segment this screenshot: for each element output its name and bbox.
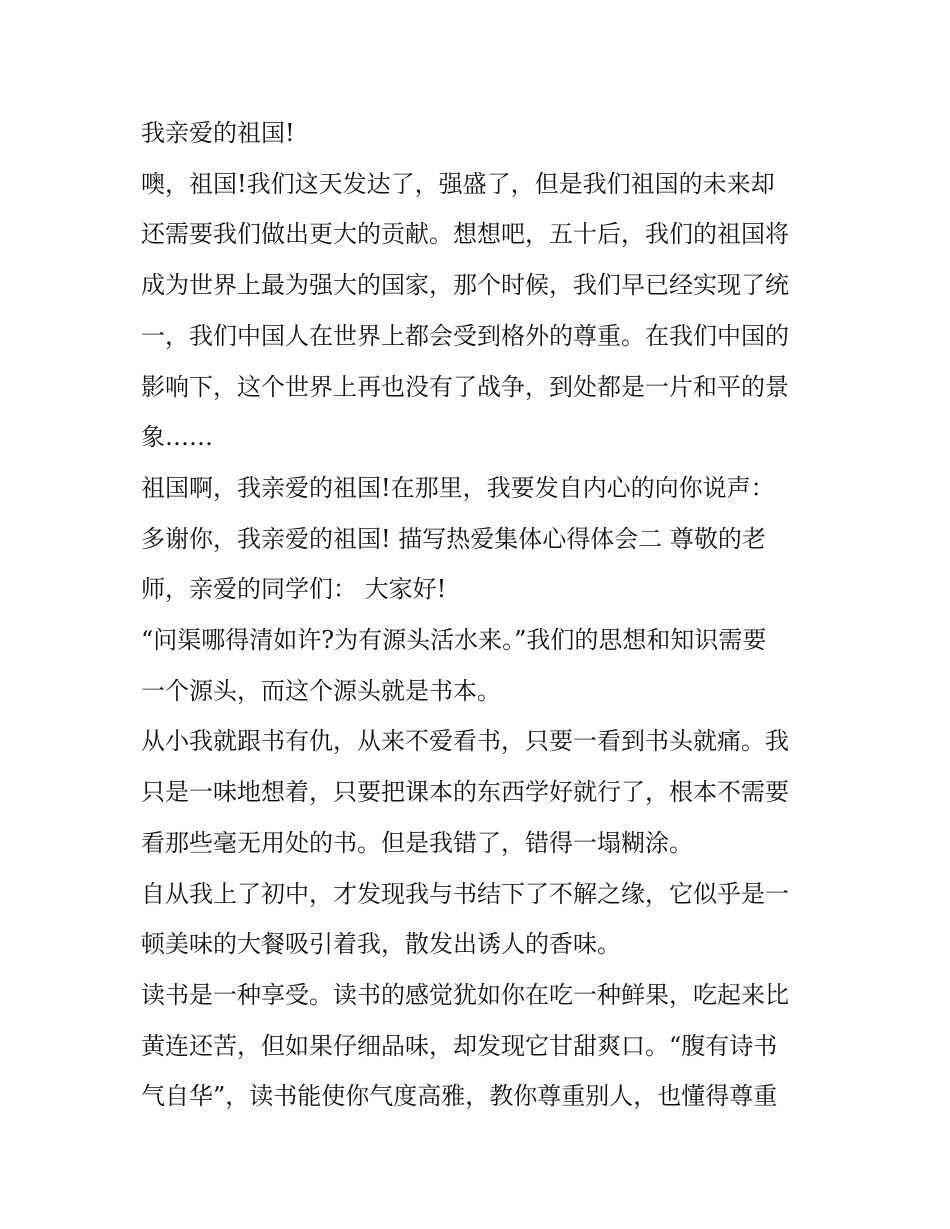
text-line: 成为世界上最为强大的国家，那个时候，我们早已经实现了统 <box>141 271 789 300</box>
text-line: 还需要我们做出更大的贡献。想想吧，五十后，我们的祖国将 <box>141 220 789 249</box>
text-line: 气自华”，读书能使你气度高雅，教你尊重别人，也懂得尊重 <box>141 1082 778 1111</box>
text-line: 多谢你，我亲爱的祖国! 描写热爱集体心得体会二 尊敬的老 <box>141 524 766 553</box>
text-line: 我亲爱的祖国! <box>141 119 295 147</box>
text-line: 只是一味地想着，只要把课本的东西学好就行了，根本不需要 <box>141 778 789 807</box>
text-line: 从小我就跟书有仇，从来不爱看书，只要一看到书头就痛。我 <box>141 727 789 756</box>
text-line: 影响下，这个世界上再也没有了战争，到处都是一片和平的景 <box>141 372 789 401</box>
text-line: 自从我上了初中，才发现我与书结下了不解之缘，它似乎是一 <box>141 879 789 908</box>
text-line: 黄连还苦，但如果仔细品味，却发现它甘甜爽口。“腹有诗书 <box>141 1031 778 1060</box>
text-line: 噢，祖国!我们这天发达了，强盛了，但是我们祖国的未来却 <box>141 169 775 198</box>
text-line: 一个源头，而这个源头就是书本。 <box>141 676 501 705</box>
text-line: 读书是一种享受。读书的感觉犹如你在吃一种鲜果，吃起来比 <box>141 980 789 1009</box>
document-body <box>141 108 821 1122</box>
text-line: 象…… <box>141 423 213 452</box>
text-line: 看那些毫无用处的书。但是我错了，错得一塌糊涂。 <box>141 828 693 857</box>
text-line: “问渠哪得清如许?为有源头活水来。”我们的思想和知识需要 <box>141 626 767 655</box>
text-line: 师，亲爱的同学们： 大家好! <box>141 575 447 604</box>
text-line: 顿美味的大餐吸引着我，散发出诱人的香味。 <box>141 930 621 959</box>
text-line: 祖国啊，我亲爱的祖国!在那里，我要发自内心的向你说声： <box>141 473 775 502</box>
text-line: 一，我们中国人在世界上都会受到格外的尊重。在我们中国的 <box>141 321 789 350</box>
